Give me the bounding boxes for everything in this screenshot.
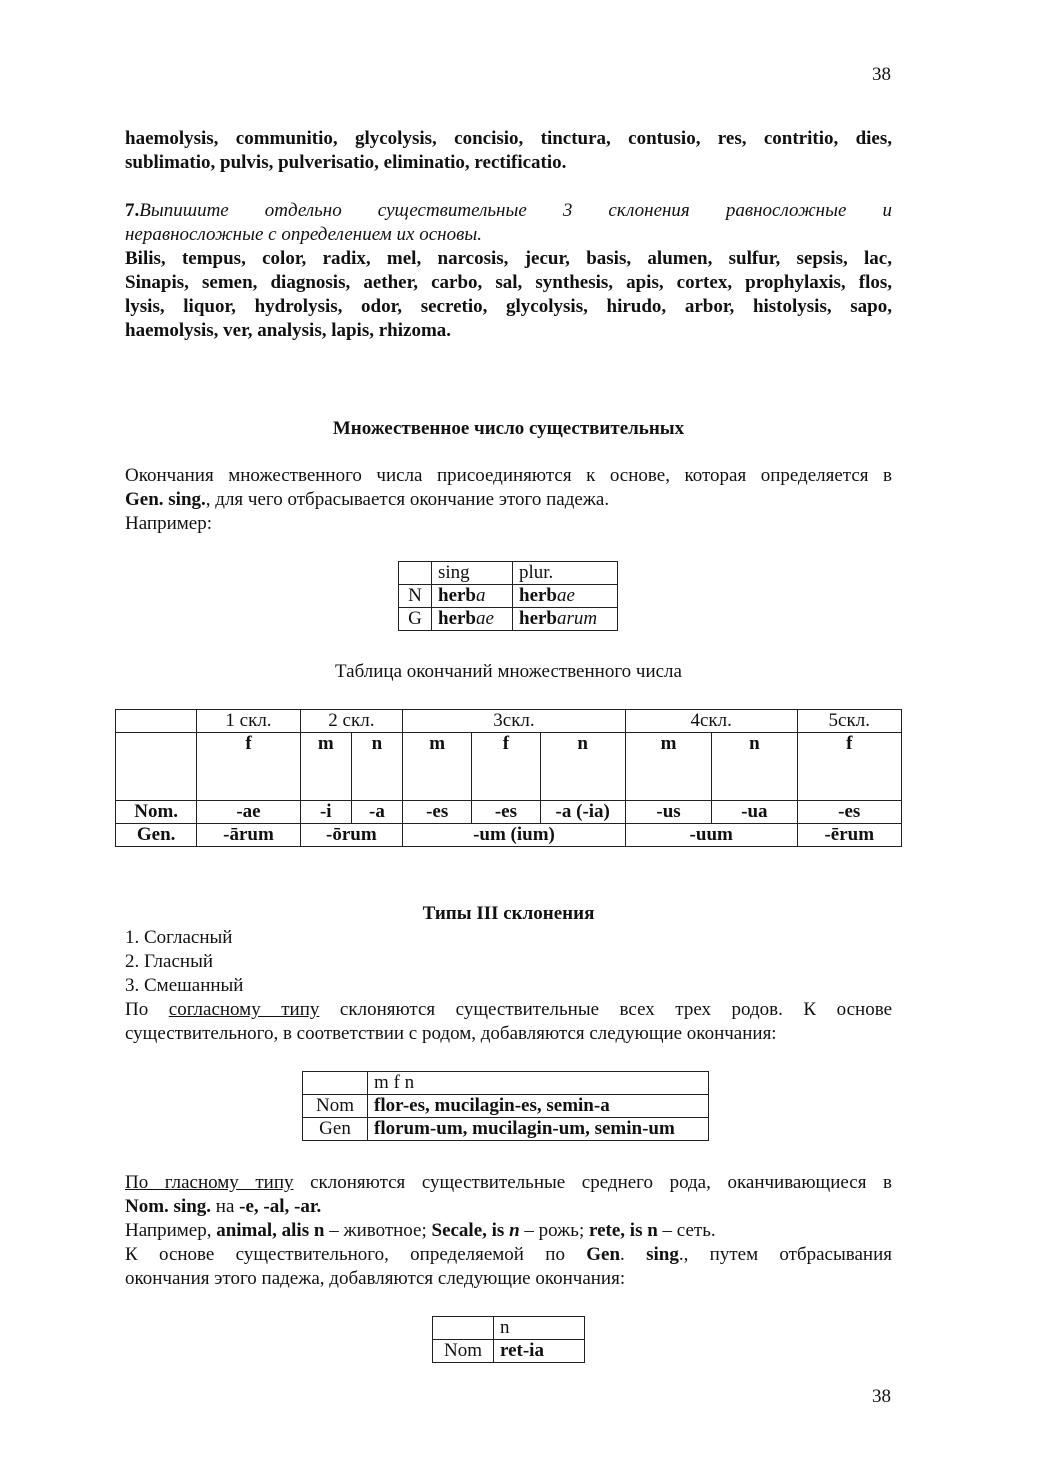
type-item: 1. Согласный (125, 927, 233, 948)
consonant-table (302, 1071, 709, 1141)
types-heading: Типы III склонения (422, 903, 595, 924)
gender: m (403, 733, 472, 801)
gender: f (197, 733, 300, 801)
type-item: 3. Смешанный (125, 975, 244, 996)
endings-table (115, 709, 902, 847)
task-instruction-1: Выпишите отдельно существительные 3 склонения равносложные и (139, 200, 892, 221)
vowel-nom-value: ret-ia (494, 1340, 585, 1363)
gen-ending: -uum (625, 824, 797, 847)
nom-ending: -es (472, 801, 540, 824)
types-paragraph-line-1: По согласному типу склоняются существительные всех трех родов. К основе (125, 999, 893, 1020)
gen-ending: -ērum (797, 824, 901, 847)
n-plur: herbae (513, 585, 618, 608)
page-number-top: 38 (872, 64, 891, 85)
row-case-n: N (399, 585, 432, 608)
nom-ending: -i (300, 801, 351, 824)
nom-ending: -us (625, 801, 711, 824)
nom-ending: -ua (712, 801, 797, 824)
intro-line-1: haemolysis, communitio, glycolysis, concisio, tinctura, contusio, res, contritio, dies, (125, 128, 892, 149)
gender: f (797, 733, 901, 801)
g-sing: herbae (432, 608, 513, 631)
vowel-examples: Например, animal, alis n – животное; Secale, is n – рожь; rete, is n – сеть. (125, 1220, 716, 1241)
task-7 (125, 199, 892, 343)
vowel-header: n (494, 1317, 585, 1340)
nom-ending: -ae (197, 801, 300, 824)
plural-paragraph (125, 464, 892, 536)
gen-ending: -ārum (197, 824, 300, 847)
nom-label: Nom. (116, 801, 197, 824)
plural-line-1: Окончания множественного числа присоединяются к основе, которая определяется в (125, 465, 892, 486)
gender: n (351, 733, 402, 801)
vowel-line-2: Nom. sing. на -e, -al, -ar. (125, 1196, 322, 1217)
nom-ending: -es (797, 801, 901, 824)
plural-line-3: Например: (125, 513, 212, 534)
intro-line-2: sublimatio, pulvis, pulverisatio, eliminatio, rectificatio. (125, 152, 567, 173)
consonant-gen-label: Gen (303, 1118, 368, 1141)
endings-caption: Таблица окончаний множественного числа (335, 661, 682, 682)
n-sing: herba (432, 585, 513, 608)
decl-4: 4скл. (625, 710, 797, 733)
decl-5: 5скл. (797, 710, 901, 733)
consonant-nom-label: Nom (303, 1095, 368, 1118)
vowel-nom-label: Nom (433, 1340, 494, 1363)
types-section (125, 926, 892, 1046)
task-words-2: Sinapis, semen, diagnosis, aether, carbo, sal, synthesis, apis, cortex, prophylaxis, flos, (125, 272, 892, 293)
col-sing: sing (432, 562, 513, 585)
decl-2: 2 скл. (300, 710, 402, 733)
nom-ending: -a (-ia) (540, 801, 625, 824)
gen-label: Gen. (116, 824, 197, 847)
gen-ending: -um (ium) (403, 824, 626, 847)
decl-3: 3скл. (403, 710, 626, 733)
task-words-3: lysis, liquor, hydrolysis, odor, secretio, glycolysis, hirudo, arbor, histolysis, sapo, (125, 296, 892, 317)
gender: n (540, 733, 625, 801)
types-paragraph-line-2: существительного, в соответствии с родом, добавляются следующие окончания: (125, 1023, 777, 1044)
row-case-g: G (399, 608, 432, 631)
consonant-nom-value: flor-es, mucilagin-es, semin-a (368, 1095, 709, 1118)
col-plur: plur. (513, 562, 618, 585)
vowel-paragraph-line-2: окончания этого падежа, добавляются следующие окончания: (125, 1268, 626, 1289)
vowel-paragraph-line-1: К основе существительного, определяемой по Gen. sing., путем отбрасывания (125, 1244, 892, 1265)
task-instruction-2: неравносложные с определением их основы. (125, 224, 482, 245)
vowel-line-1: По гласному типу склоняются существительные среднего рода, оканчивающиеся в (125, 1172, 892, 1193)
gender: m (300, 733, 351, 801)
plural-line-2: Gen. sing., для чего отбрасывается окончание этого падежа. (125, 489, 610, 510)
decl-1: 1 скл. (197, 710, 300, 733)
nom-ending: -es (403, 801, 472, 824)
example-table (398, 561, 618, 631)
vowel-section (125, 1171, 892, 1291)
task-number: 7. (125, 200, 140, 221)
nom-ending: -a (351, 801, 402, 824)
vowel-table (432, 1316, 585, 1363)
type-item: 2. Гласный (125, 951, 214, 972)
task-words-4: haemolysis, ver, analysis, lapis, rhizoma. (125, 320, 452, 341)
intro-paragraph (125, 127, 892, 175)
consonant-gen-value: florum-um, mucilagin-um, semin-um (368, 1118, 709, 1141)
task-7-instruction (125, 199, 892, 223)
consonant-header: m f n (368, 1072, 709, 1095)
g-plur: herbarum (513, 608, 618, 631)
task-words-1: Bilis, tempus, color, radix, mel, narcosis, jecur, basis, alumen, sulfur, sepsis, lac, (125, 248, 892, 269)
gen-ending: -ōrum (300, 824, 402, 847)
plural-heading: Множественное число существительных (332, 418, 685, 439)
gender: m (625, 733, 711, 801)
gender: f (472, 733, 540, 801)
page-number-bottom: 38 (872, 1386, 891, 1407)
gender: n (712, 733, 797, 801)
